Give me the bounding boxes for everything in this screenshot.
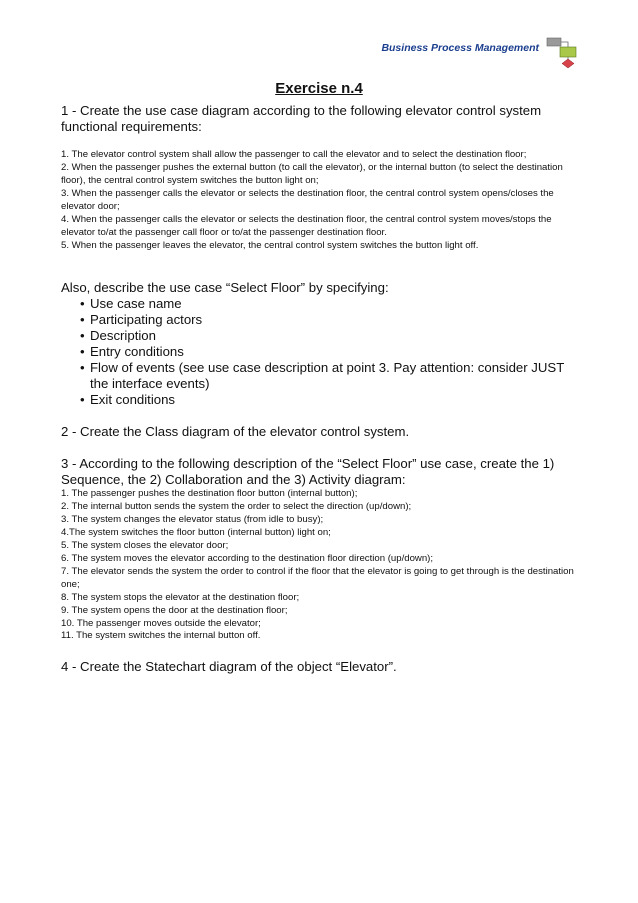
step-item: 2. The internal button sends the system the order to select the direction (up/down);: [61, 501, 412, 513]
requirement-item: 1. The elevator control system shall allow the passenger to call the elevator and to select the destination floor;: [61, 149, 527, 161]
bullet-item: • Entry conditions: [61, 344, 581, 360]
requirements-list: [61, 149, 581, 252]
requirement-item: 5. When the passenger leaves the elevator, the central control system switches the button light off.: [61, 239, 479, 251]
bullet-item: • Exit conditions: [61, 392, 581, 408]
header-brand: Business Process Management: [381, 42, 539, 54]
requirement-item: 2. When the passenger pushes the external button (to call the elevator), or the internal button (to select the destination floor), the central control system switches the button light on;: [61, 162, 563, 187]
step-item: 1. The passenger pushes the destination floor button (internal button);: [61, 488, 358, 500]
step-item: 10. The passenger moves outside the elevator;: [61, 617, 261, 629]
bullet-item: • Description: [61, 328, 581, 344]
use-case-bullets: [61, 296, 581, 408]
describe-intro: Also, describe the use case “Select Floor” by specifying:: [61, 279, 389, 295]
select-floor-steps: [61, 488, 581, 643]
document-body: [61, 103, 581, 676]
flowchart-icon: [546, 37, 580, 69]
step-item: 6. The system moves the elevator according to the destination floor direction (up/down);: [61, 553, 434, 564]
requirement-item: 4. When the passenger calls the elevator or selects the destination floor, the central control system moves/stops the elevator to/at the passenger call floor or to/at the passenger destination floor.: [61, 213, 552, 238]
bullet-item: • Participating actors: [61, 312, 581, 328]
step-item: 4.The system switches the floor button (internal button) light on;: [61, 527, 331, 539]
section4-text: 4 - Create the Statechart diagram of the object “Elevator”.: [61, 659, 397, 675]
step-item: 3. The system changes the elevator status (from idle to busy);: [61, 514, 324, 526]
requirement-item: 3. When the passenger calls the elevator or selects the destination floor, the central control system opens/closes the elevator door;: [61, 188, 554, 213]
step-item: 5. The system closes the elevator door;: [61, 540, 229, 552]
step-item: 7. The elevator sends the system the order to control if the floor that the elevator is going to get through is the destination one;: [61, 565, 574, 590]
page-title: Exercise n.4: [275, 80, 363, 97]
step-item: 11. The system switches the internal button off.: [61, 630, 261, 642]
section2-text: 2 - Create the Class diagram of the elevator control system.: [61, 423, 410, 439]
step-item: 8. The system stops the elevator at the destination floor;: [61, 591, 300, 603]
section3-intro: 3 - According to the following description of the “Select Floor” use case, create the 1) Sequence, the 2) Collaboration and the 3) Activity diagram:: [61, 456, 555, 488]
bullet-item: • Use case name: [61, 296, 581, 312]
bullet-item: • Flow of events (see use case description at point 3. Pay attention: consider JUST the interface events): [61, 360, 581, 392]
step-item: 9. The system opens the door at the destination floor;: [61, 604, 288, 616]
section1-intro: 1 - Create the use case diagram according to the following elevator control system functional requirements:: [61, 103, 542, 135]
